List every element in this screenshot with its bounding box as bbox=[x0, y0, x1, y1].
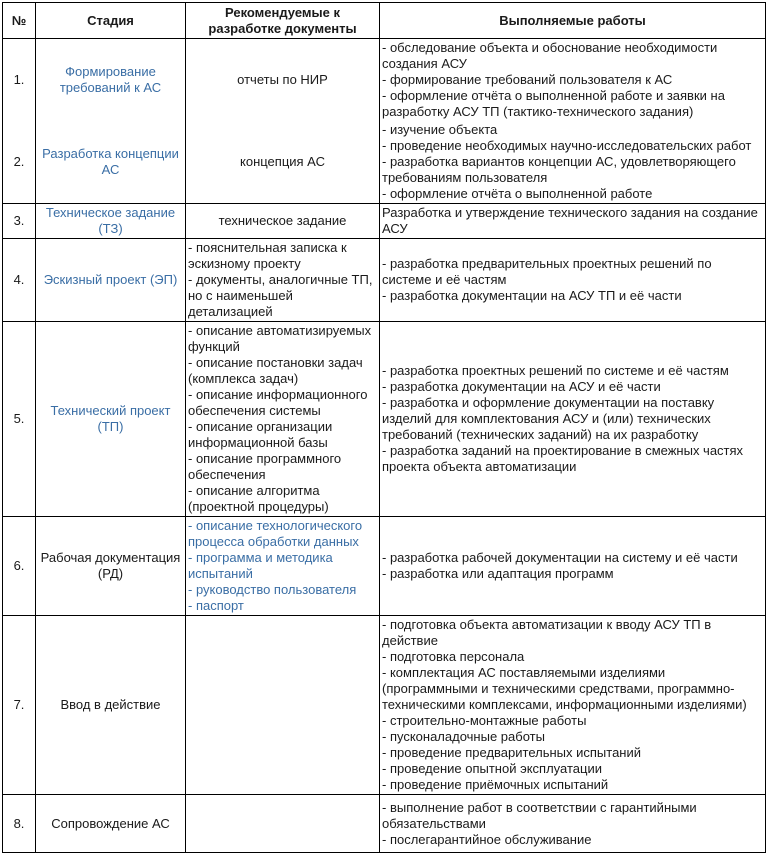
docs-list bbox=[186, 517, 380, 616]
work-item: - проведение необходимых научно-исследовательских работ bbox=[382, 138, 752, 153]
work-item: - подготовка объекта автоматизации к вводу АСУ ТП в действие bbox=[382, 617, 712, 648]
col-header-num: № bbox=[3, 3, 36, 39]
work-item: - строительно-монтажные работы bbox=[382, 713, 587, 728]
col-header-docs: Рекомендуемые к разработке документы bbox=[186, 3, 380, 39]
work-item: - разработка рабочей документации на систему и её части bbox=[382, 550, 738, 565]
stage-number: 5. bbox=[3, 322, 36, 517]
doc-item: - описание информационного обеспечения системы bbox=[188, 387, 368, 418]
work-item: - разработка вариантов концепции АС, удовлетворяющего требованиям пользователя bbox=[382, 154, 736, 185]
table-row bbox=[3, 616, 766, 795]
doc-item-link[interactable]: - паспорт bbox=[188, 598, 244, 613]
stage-link[interactable]: Эскизный проект (ЭП) bbox=[36, 239, 186, 322]
work-item: - формирование требований пользователя к АС bbox=[382, 72, 673, 87]
stage-label: Рабочая документация (РД) bbox=[36, 517, 186, 616]
work-item: - проведение приёмочных испытаний bbox=[382, 777, 609, 792]
stage-link[interactable]: Технический проект (ТП) bbox=[36, 322, 186, 517]
works-list bbox=[380, 204, 766, 239]
works-list bbox=[380, 795, 766, 853]
stage-number: 6. bbox=[3, 517, 36, 616]
doc-item-link[interactable]: - описание технологического процесса обработки данных bbox=[188, 518, 363, 549]
work-item: - оформление отчёта о выполненной работе и заявки на разработку АСУ ТП (тактико-технического задания) bbox=[382, 88, 725, 119]
doc-item: - пояснительная записка к эскизному проекту bbox=[188, 240, 347, 271]
table-row bbox=[3, 517, 766, 616]
docs-text bbox=[186, 795, 380, 853]
doc-item: - описание алгоритма (проектной процедуры) bbox=[188, 483, 329, 514]
docs-text: отчеты по НИР bbox=[186, 39, 380, 122]
work-item: - разработка предварительных проектных решений по системе и её частям bbox=[382, 256, 712, 287]
stage-number: 8. bbox=[3, 795, 36, 853]
work-item: - послегарантийное обслуживание bbox=[382, 831, 592, 847]
work-item: - изучение объекта bbox=[382, 122, 498, 137]
docs-list bbox=[186, 239, 380, 322]
docs-text bbox=[186, 616, 380, 795]
work-item: - разработка или адаптация программ bbox=[382, 566, 614, 581]
work-item: - выполнение работ в соответствии с гарантийными обязательствами bbox=[382, 799, 697, 831]
doc-item: - описание программного обеспечения bbox=[188, 451, 342, 482]
table-header-row bbox=[3, 3, 766, 39]
works-list bbox=[380, 121, 766, 204]
stage-number: 4. bbox=[3, 239, 36, 322]
doc-item-link[interactable]: - руководство пользователя bbox=[188, 582, 357, 597]
work-item: - проведение предварительных испытаний bbox=[382, 745, 642, 760]
work-item: - разработка и оформление документации на поставку изделий для комплектования АСУ и (или) технических требований (технических заданий) на их разработку bbox=[382, 395, 715, 442]
doc-item-link[interactable]: - программа и методика испытаний bbox=[188, 550, 333, 581]
work-item: - пусконаладочные работы bbox=[382, 729, 545, 744]
docs-text: концепция АС bbox=[186, 121, 380, 204]
stage-number: 3. bbox=[3, 204, 36, 239]
work-item: - обследование объекта и обоснование необходимости создания АСУ bbox=[382, 40, 718, 71]
table-row bbox=[3, 239, 766, 322]
work-item: - разработка заданий на проектирование в смежных частях проекта объекта автоматизации bbox=[382, 443, 744, 474]
works-list bbox=[380, 239, 766, 322]
docs-text: техническое задание bbox=[186, 204, 380, 239]
work-item: Разработка и утверждение технического задания на создание АСУ bbox=[382, 205, 758, 236]
work-item: - проведение опытной эксплуатации bbox=[382, 761, 602, 776]
docs-list bbox=[186, 322, 380, 517]
work-item: - оформление отчёта о выполненной работе bbox=[382, 186, 653, 201]
doc-item: - описание постановки задач (комплекса задач) bbox=[188, 355, 363, 386]
doc-item: - документы, аналогичные ТП, но с наименьшей детализацией bbox=[188, 272, 373, 319]
works-list bbox=[380, 322, 766, 517]
table-body bbox=[3, 39, 766, 853]
works-list bbox=[380, 517, 766, 616]
work-item: - подготовка персонала bbox=[382, 649, 525, 664]
col-header-works: Выполняемые работы bbox=[380, 3, 766, 39]
stage-number: 1. bbox=[3, 39, 36, 122]
work-item: - разработка проектных решений по системе и её частям bbox=[382, 363, 729, 378]
work-item: - комплектация АС поставляемыми изделиями (программными и техническими средствами, программно-техническими комплексами, информационными изделиями) bbox=[382, 665, 747, 712]
stages-table bbox=[2, 2, 766, 853]
doc-item: - описание организации информационной базы bbox=[188, 419, 333, 450]
works-list bbox=[380, 616, 766, 795]
stage-label: Ввод в действие bbox=[36, 616, 186, 795]
table-row bbox=[3, 39, 766, 122]
table-row bbox=[3, 121, 766, 204]
doc-item: - описание автоматизируемых функций bbox=[188, 323, 372, 354]
stage-link[interactable]: Разработка концепции АС bbox=[36, 121, 186, 204]
stage-number: 7. bbox=[3, 616, 36, 795]
stage-number: 2. bbox=[3, 121, 36, 204]
stage-link[interactable]: Техническое задание (ТЗ) bbox=[36, 204, 186, 239]
table-row bbox=[3, 795, 766, 853]
table-row bbox=[3, 322, 766, 517]
col-header-stage: Стадия bbox=[36, 3, 186, 39]
work-item: - разработка документации на АСУ ТП и её части bbox=[382, 288, 682, 303]
stage-link[interactable]: Формирование требований к АС bbox=[36, 39, 186, 122]
stage-label: Сопровождение АС bbox=[36, 795, 186, 853]
work-item: - разработка документации на АСУ и её части bbox=[382, 379, 661, 394]
works-list bbox=[380, 39, 766, 122]
table-row bbox=[3, 204, 766, 239]
